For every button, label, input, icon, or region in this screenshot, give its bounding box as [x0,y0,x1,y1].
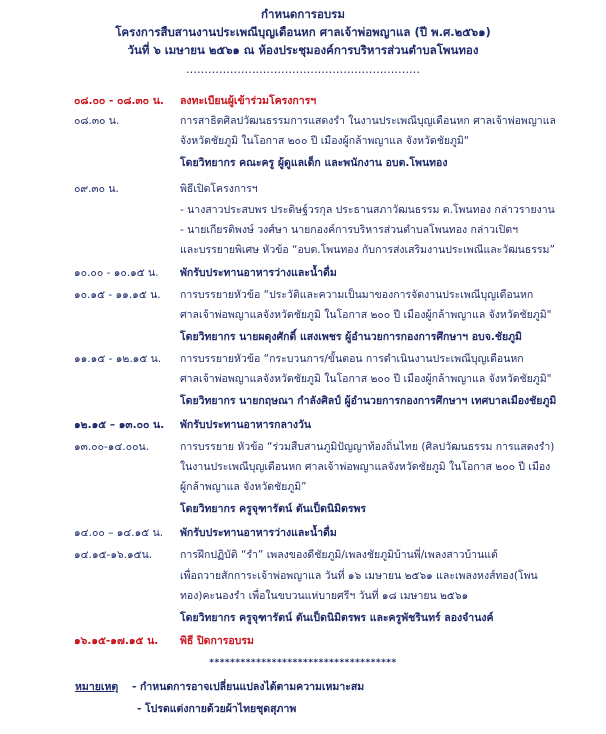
stars-separator: ************************************ [209,658,397,668]
schedule-line: พักรับประทานอาหารว่างและน้ำดื่ม [180,527,337,539]
schedule-time: ๑๖.๑๕-๑๗.๑๕ น. [74,635,159,647]
schedule-line: การบรรยายหัวข้อ “กระบวนการ/ขั้นตอน การดำเนินงานประเพณีบุญเดือนหก [180,353,524,365]
schedule-line: - นางสาวประสบพร ประดิษฐ์วรกุล ประธานสภาวัฒนธรรม ต.โพนทอง กล่าวรายงาน [180,204,555,216]
schedule-time: ๑๒.๑๕ – ๑๓.๐๐ น. [74,419,165,431]
schedule-speaker: โดยวิทยากร คณะครู ผู้ดูแลเด็ก และพนักงาน อบต.โพนทอง [180,157,448,169]
schedule-line: พักรับประทานอาหารว่างและน้ำดื่ม [180,267,337,279]
schedule-time: ๐๘.๐๐ - ๐๘.๓๐ น. [74,95,164,107]
schedule-line: พิธีเปิดโครงการฯ [180,183,258,195]
schedule-item [0,524,606,544]
schedule-line: ศาลเจ้าพ่อพญาแลจังหวัดชัยภูมิ ในโอกาส ๒๐๐ ปี เมืองผู้กล้าพญาแล จังหวัดชัยภูมิ" [180,309,552,321]
note-label: หมายเหตุ [75,681,119,693]
schedule-time: ๑๓.๐๐-๑๔.๐๐น. [74,441,150,453]
note-item: - โปรดแต่งกายด้วยผ้าไทยชุดสุภาพ [137,703,297,715]
schedule-time: ๑๐.๐๐ - ๑๐.๑๕ น. [74,267,159,279]
schedule-line: การบรรยาย หัวข้อ “ร่วมสืบสานภูมิปัญญาท้องถิ่นไทย (ศิลปวัฒนธรรม การแสดงรำ) [180,441,555,453]
schedule-speaker: โดยวิทยากร ครูจุฑารัตน์ ตันเป็ดนิมิตรพร และครูพัชรินทร์ ลองจำนงค์ [180,612,494,624]
schedule-speaker: โดยวิทยากร นายกฤษณา กำลังศิลป์ ผู้อำนวยการกองการศึกษาฯ เทศบาลเมืองชัยภูมิ [180,395,557,407]
schedule-line: เพื่อถวายสักการะเจ้าพ่อพญาแล วันที่ ๑๖ เมษายน ๒๕๖๑ และเพลงหงส์ทอง(โพน [180,570,538,582]
schedule-speaker: โดยวิทยากร ครูจุฑารัตน์ ตันเป็ดนิมิตรพร [180,503,367,515]
schedule-speaker: โดยวิทยากร นายผดุงศักดิ์ แสงเพชร ผู้อำนวยการกองการศึกษาฯ อบจ.ชัยภูมิ [180,331,522,343]
document-title: กำหนดการอบรม [261,7,345,21]
schedule-item [0,632,606,652]
schedule-line: ในงานประเพณีบุญเดือนหก ศาลเจ้าพ่อพญาแลจังหวัดชัยภูมิ ในโอกาส ๒๐๐ ปี เมือง [180,461,551,473]
project-title: โครงการสืบสานงานประเพณีบุญเดือนหก ศาลเจ้าพ่อพญาแล (ปี พ.ศ.๒๕๖๑) [115,25,491,39]
schedule-item [0,286,606,306]
schedule-line: การสาธิตศิลปวัฒนธรรมการแสดงรำ ในงานประเพณีบุญเดือนหก ศาลเจ้าพ่อพญาแล [180,115,556,127]
schedule-line: ศาลเจ้าพ่อพญาแลจังหวัดชัยภูมิ ในโอกาส ๒๐๐ ปี เมืองผู้กล้าพญาแล จังหวัดชัยภูมิ" [180,373,552,385]
schedule-time: ๑๐.๑๕ - ๑๑.๑๕ น. [74,289,161,301]
schedule-line: การฝึกปฏิบัติ “รำ” เพลงของดีชัยภูมิ/เพลงชัยภูมิบ้านพี่/เพลงสาวบ้านแต้ [180,549,498,561]
schedule-item [0,180,606,200]
schedule-line: และบรรยายพิเศษ หัวข้อ “อบต.โพนทอง กับการส่งเสริมงานประเพณีและวัฒนธรรม” [180,244,555,256]
schedule-time: ๐๙.๓๐ น. [74,183,119,195]
schedule-line: ลงทะเบียนผู้เข้าร่วมโครงการฯ [180,95,317,107]
schedule-line: พักรับประทานอาหารกลางวัน [180,419,312,431]
schedule-item [0,416,606,436]
schedule-item [0,546,606,566]
note-item: - กำหนดการอาจเปลี่ยนแปลงได้ตามความเหมาะสม [132,681,365,693]
schedule-time: ๑๔.๑๕-๑๖.๑๕น. [74,549,153,561]
schedule-line: ผู้กล้าพญาแล จังหวัดชัยภูมิ” [180,481,307,493]
schedule-item [0,438,606,458]
date-place: วันที่ ๖ เมษายน ๒๕๖๑ ณ ห้องประชุมองค์การบริหารส่วนตำบลโพนทอง [127,43,479,57]
schedule-line: การบรรยายหัวข้อ “ประวัติและความเป็นมาของการจัดงานประเพณีบุญเดือนหก [180,289,534,301]
schedule-time: ๑๔.๐๐ – ๑๔.๑๕ น. [74,527,164,539]
schedule-time: ๑๑.๑๕ - ๑๒.๑๕ น. [74,353,162,365]
header-separator: ................................................................ [186,62,420,76]
schedule-item [0,264,606,284]
schedule-line: ทอง)คะนองรำ เพื่อในขบวนแห่บายศรีฯ วันที่ ๑๘ เมษายน ๒๕๖๑ [180,590,469,602]
schedule-line: พิธี ปิดการอบรม [180,635,254,647]
schedule-item [0,92,606,112]
schedule-line: จังหวัดชัยภูมิ ในโอกาส ๒๐๐ ปี เมืองผู้กล้าพญาแล จังหวัดชัยภูมิ" [180,135,469,147]
schedule-line: - นายเกียรติพงษ์ วงศ์ษา นายกองค์การบริหารส่วนตำบลโพนทอง กล่าวเปิดฯ [180,224,519,236]
schedule-item [0,350,606,370]
schedule-item [0,112,606,132]
schedule-time: ๐๘.๓๐ น. [74,115,120,127]
